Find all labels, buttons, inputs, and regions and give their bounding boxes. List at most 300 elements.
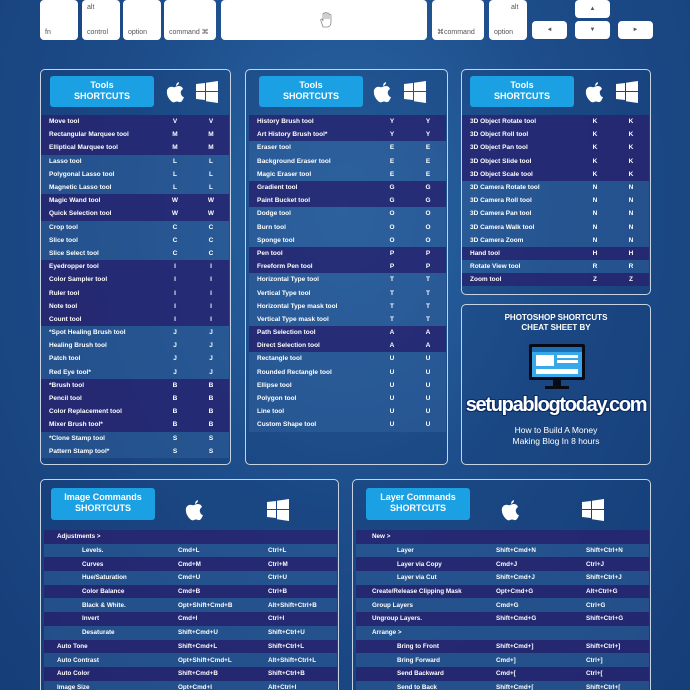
shortcut-row: [249, 260, 446, 273]
fn-key[interactable]: [40, 0, 78, 40]
shortcut-row: [462, 128, 649, 141]
tools-badge-3-subtitle: SHORTCUTS: [494, 91, 550, 101]
tool-name: Color Replacement tool: [49, 408, 122, 416]
mac-shortcut: Cmd+G: [496, 601, 519, 609]
shortcut-row: [249, 221, 446, 234]
tool-name: Sponge tool: [257, 236, 295, 244]
shortcut-row: [249, 181, 446, 194]
tool-name: Gradient tool: [257, 184, 298, 192]
tools-badge-3-title: Tools: [510, 80, 534, 90]
win-shortcut: B: [208, 421, 214, 429]
win-shortcut: Shift+Ctrl+B: [268, 670, 305, 678]
mac-shortcut: Shift+Cmd+]: [496, 642, 534, 650]
mac-shortcut: Opt+Shift+Cmd+B: [178, 601, 233, 609]
tools-list-1: [41, 115, 229, 458]
tool-name: Quick Selection tool: [49, 210, 112, 218]
mac-shortcut: Shift+Cmd+B: [178, 670, 218, 678]
shortcut-row: [41, 168, 229, 181]
mac-shortcut: B: [172, 381, 178, 389]
mac-shortcut: Cmd+L: [178, 547, 200, 555]
windows-icon: [403, 80, 427, 104]
command-name: Color Balance: [82, 588, 125, 596]
command-row: [356, 653, 649, 667]
win-shortcut: Ctrl+I: [268, 615, 285, 623]
mac-shortcut: U: [389, 395, 395, 403]
win-shortcut: O: [425, 236, 431, 244]
mac-shortcut: W: [171, 197, 179, 205]
tool-name: Eyedropper tool: [49, 263, 99, 271]
mac-shortcut: L: [173, 157, 177, 165]
shortcut-row: [249, 168, 446, 181]
tool-name: Pencil tool: [49, 395, 82, 403]
mac-shortcut: G: [389, 197, 395, 205]
shortcut-row: [41, 207, 229, 220]
shortcut-row: [41, 418, 229, 431]
apple-icon: [164, 80, 186, 104]
tools-list-2: [249, 115, 446, 432]
command-row: [356, 598, 649, 612]
tool-name: Background Eraser tool: [257, 157, 331, 165]
command-row: [356, 571, 649, 585]
tool-name: *Spot Healing Brush tool: [49, 329, 126, 337]
tool-name: 3D Object Slide tool: [470, 157, 532, 165]
tool-name: Rectangular Marquee tool: [49, 131, 129, 139]
tool-name: *Brush tool: [49, 381, 85, 389]
win-shortcut: K: [628, 144, 634, 152]
spacebar-key[interactable]: [221, 0, 427, 40]
apple-icon: [371, 80, 393, 104]
shortcut-row: [249, 247, 446, 260]
mac-shortcut: N: [592, 197, 598, 205]
shortcut-row: [41, 115, 229, 128]
shortcut-row: [41, 432, 229, 445]
shortcut-row: [41, 313, 229, 326]
mac-shortcut: Cmd+]: [496, 656, 516, 664]
win-shortcut: O: [425, 223, 431, 231]
win-shortcut: Z: [629, 276, 633, 284]
mac-shortcut: M: [172, 144, 178, 152]
command-name: Black & White.: [82, 601, 126, 609]
right-command-key[interactable]: [432, 0, 484, 40]
tool-name: Lasso tool: [49, 157, 82, 165]
shortcut-row: [41, 194, 229, 207]
mac-shortcut: S: [172, 447, 178, 455]
command-name: Levels.: [82, 547, 104, 555]
mac-shortcut: V: [172, 118, 178, 126]
arrow-up-glyph: ▲: [589, 6, 596, 12]
option-key[interactable]: [123, 0, 161, 40]
shortcut-row: [41, 352, 229, 365]
win-shortcut: Shift+Ctrl+N: [586, 547, 623, 555]
shortcut-row: [41, 234, 229, 247]
tool-name: 3D Object Roll tool: [470, 131, 529, 139]
mac-shortcut: Shift+Cmd+J: [496, 574, 535, 582]
tool-name: Hand tool: [470, 249, 500, 257]
win-shortcut: Y: [425, 131, 431, 139]
tool-name: Line tool: [257, 408, 285, 416]
monitor-icon: [528, 343, 586, 391]
win-shortcut: J: [209, 342, 213, 350]
tool-name: Zoom tool: [470, 276, 502, 284]
tool-name: Horizontal Type tool: [257, 276, 319, 284]
win-shortcut: M: [208, 131, 214, 139]
tools-panel-3: [461, 69, 651, 295]
win-shortcut: I: [210, 302, 212, 310]
mac-shortcut: K: [592, 118, 598, 126]
win-shortcut: B: [208, 381, 214, 389]
win-shortcut: C: [208, 249, 214, 257]
tools-badge-3: [470, 76, 574, 107]
win-shortcut: K: [628, 131, 634, 139]
win-shortcut: Ctrl+G: [586, 601, 606, 609]
command-name: Layer via Copy: [397, 560, 442, 568]
tools-badge-1-subtitle: SHORTCUTS: [74, 91, 130, 101]
promo-line-2: CHEAT SHEET BY: [521, 323, 591, 332]
tool-name: Freeform Pen tool: [257, 263, 313, 271]
windows-icon: [581, 498, 605, 522]
mac-shortcut: U: [389, 421, 395, 429]
win-shortcut: Alt+Ctrl+G: [586, 588, 618, 596]
shortcut-row: [249, 273, 446, 286]
win-shortcut: U: [425, 421, 431, 429]
option-key-label: option: [128, 29, 148, 36]
tool-name: Vertical Type mask tool: [257, 315, 329, 323]
arrow-up-key[interactable]: [575, 0, 610, 18]
mac-shortcut: I: [174, 276, 176, 284]
win-shortcut: J: [209, 355, 213, 363]
mac-shortcut: Cmd+[: [496, 670, 516, 678]
win-shortcut: S: [208, 447, 214, 455]
win-shortcut: N: [628, 197, 634, 205]
tool-name: Polygon tool: [257, 395, 297, 403]
win-shortcut: U: [425, 381, 431, 389]
win-shortcut: O: [425, 210, 431, 218]
win-shortcut: Ctrl+U: [268, 574, 288, 582]
command-row: [44, 571, 337, 585]
shortcut-row: [249, 155, 446, 168]
win-shortcut: W: [207, 197, 215, 205]
tool-name: Rotate View tool: [470, 263, 521, 271]
tool-name: *Clone Stamp tool: [49, 434, 105, 442]
command-name: Desaturate: [82, 629, 115, 637]
mac-shortcut: K: [592, 170, 598, 178]
command-row: [44, 612, 337, 626]
tool-name: Magic Eraser tool: [257, 170, 312, 178]
command-row: [44, 653, 337, 667]
apple-icon: [183, 498, 205, 522]
mac-shortcut: B: [172, 395, 178, 403]
tool-name: Patch tool: [49, 355, 81, 363]
tool-name: Count tool: [49, 315, 82, 323]
tool-name: Elliptical Marquee tool: [49, 144, 118, 152]
apple-icon: [499, 498, 521, 522]
mac-shortcut: K: [592, 157, 598, 165]
command-name: Layer via Cut: [397, 574, 437, 582]
tool-name: 3D Camera Pan tool: [470, 210, 532, 218]
win-shortcut: T: [426, 276, 430, 284]
command-row: [356, 612, 649, 626]
win-shortcut: J: [209, 368, 213, 376]
win-shortcut: B: [208, 395, 214, 403]
shortcut-row: [41, 273, 229, 286]
win-shortcut: H: [628, 249, 634, 257]
mac-shortcut: J: [173, 355, 177, 363]
win-shortcut: I: [210, 315, 212, 323]
tool-name: 3D Camera Rotate tool: [470, 184, 540, 192]
command-name: Group Layers: [372, 601, 413, 609]
mac-shortcut: Shift+Cmd+[: [496, 683, 534, 690]
command-row: [356, 667, 649, 681]
command-row: [356, 585, 649, 599]
shortcut-row: [249, 392, 446, 405]
shortcut-row: [249, 313, 446, 326]
shortcut-row: [462, 247, 649, 260]
mac-shortcut: T: [390, 315, 394, 323]
shortcut-row: [462, 168, 649, 181]
windows-icon: [195, 80, 219, 104]
mac-shortcut: K: [592, 131, 598, 139]
shortcut-row: [41, 366, 229, 379]
shortcut-row: [462, 260, 649, 273]
tool-name: Polygonal Lasso tool: [49, 170, 115, 178]
arrow-down-key[interactable]: [575, 21, 610, 39]
mac-shortcut: N: [592, 236, 598, 244]
command-row: [44, 530, 337, 544]
arrow-left-glyph: ◄: [546, 27, 553, 33]
win-shortcut: B: [208, 408, 214, 416]
command-name: Invert: [82, 615, 100, 623]
command-row: [356, 681, 649, 690]
tools-badge-1-title: Tools: [90, 80, 114, 90]
command-name: Bring Forward: [397, 656, 441, 664]
layer-commands-list: [356, 530, 649, 690]
tool-name: Rounded Rectangle tool: [257, 368, 332, 376]
mac-shortcut: Cmd+B: [178, 588, 201, 596]
mac-shortcut: A: [389, 342, 395, 350]
shortcut-row: [41, 339, 229, 352]
win-shortcut: E: [425, 157, 431, 165]
command-row: [356, 530, 649, 544]
command-row: [44, 640, 337, 654]
tool-name: 3D Object Rotate tool: [470, 118, 537, 126]
win-shortcut: E: [425, 144, 431, 152]
mac-shortcut: J: [173, 342, 177, 350]
mac-shortcut: K: [592, 144, 598, 152]
mac-shortcut: C: [172, 223, 178, 231]
mac-shortcut: T: [390, 289, 394, 297]
command-row: [44, 626, 337, 640]
shortcut-row: [249, 286, 446, 299]
command-key[interactable]: [164, 0, 216, 40]
command-name: Auto Tone: [57, 642, 88, 650]
command-name: Layer: [397, 547, 414, 555]
win-shortcut: Ctrl+]: [586, 656, 603, 664]
command-row: [356, 640, 649, 654]
win-shortcut: Y: [425, 118, 431, 126]
win-shortcut: E: [425, 170, 431, 178]
windows-icon: [266, 498, 290, 522]
win-shortcut: Ctrl+[: [586, 670, 603, 678]
windows-icon: [615, 80, 639, 104]
mac-shortcut: P: [389, 249, 395, 257]
mac-shortcut: Shift+Cmd+N: [496, 547, 536, 555]
win-shortcut: C: [208, 223, 214, 231]
win-shortcut: I: [210, 263, 212, 271]
mac-shortcut: I: [174, 302, 176, 310]
win-shortcut: K: [628, 118, 634, 126]
shortcut-row: [462, 221, 649, 234]
mac-shortcut: C: [172, 236, 178, 244]
shortcut-row: [249, 418, 446, 431]
mac-shortcut: Z: [593, 276, 597, 284]
mac-shortcut: U: [389, 368, 395, 376]
control-key[interactable]: [82, 0, 120, 40]
tool-name: Custom Shape tool: [257, 421, 317, 429]
mac-shortcut: W: [171, 210, 179, 218]
win-shortcut: J: [209, 329, 213, 337]
promo-tagline-2: Making Blog In 8 hours: [512, 436, 600, 446]
win-shortcut: Shift+Ctrl+[: [586, 683, 621, 690]
win-shortcut: Shift+Ctrl+J: [586, 574, 622, 582]
layer-commands-badge-title: Layer Commands: [380, 492, 456, 502]
fn-key-label: fn: [45, 29, 51, 36]
tools-list-3: [462, 115, 649, 286]
mac-shortcut: Cmd+M: [178, 560, 201, 568]
tool-name: Slice tool: [49, 236, 78, 244]
shortcut-row: [41, 247, 229, 260]
tool-name: Healing Brush tool: [49, 342, 107, 350]
tool-name: 3D Camera Walk tool: [470, 223, 535, 231]
shortcut-row: [41, 300, 229, 313]
shortcut-row: [41, 286, 229, 299]
tool-name: Note tool: [49, 302, 78, 310]
tools-badge-1: [50, 76, 154, 107]
right-command-key-label: ⌘command: [437, 29, 475, 36]
win-shortcut: N: [628, 236, 634, 244]
win-shortcut: Alt+Ctrl+I: [268, 683, 297, 690]
mac-shortcut: L: [173, 170, 177, 178]
tool-name: Horizontal Type mask tool: [257, 302, 338, 310]
shortcut-row: [41, 181, 229, 194]
control-key-label: control: [87, 29, 109, 36]
win-shortcut: W: [207, 210, 215, 218]
win-shortcut: L: [209, 170, 213, 178]
command-name: Create/Release Clipping Mask: [372, 588, 462, 596]
mac-shortcut: T: [390, 276, 394, 284]
shortcut-row: [249, 326, 446, 339]
arrow-left-key[interactable]: [532, 21, 567, 39]
control-key-top-label: alt: [87, 4, 95, 11]
mac-shortcut: U: [389, 355, 395, 363]
win-shortcut: K: [628, 157, 634, 165]
shortcut-row: [41, 155, 229, 168]
win-shortcut: A: [425, 329, 431, 337]
mac-shortcut: Shift+Cmd+G: [496, 615, 537, 623]
tools-badge-2-title: Tools: [299, 80, 323, 90]
tool-name: Slice Select tool: [49, 249, 99, 257]
win-shortcut: N: [628, 223, 634, 231]
shortcut-row: [249, 405, 446, 418]
shortcut-row: [249, 379, 446, 392]
win-shortcut: Shift+Ctrl+U: [268, 629, 305, 637]
win-shortcut: L: [209, 184, 213, 192]
image-commands-badge-title: Image Commands: [64, 492, 142, 502]
mac-shortcut: N: [592, 184, 598, 192]
mac-shortcut: B: [172, 421, 178, 429]
arrow-right-key[interactable]: [618, 21, 653, 39]
win-shortcut: U: [425, 355, 431, 363]
mac-shortcut: I: [174, 315, 176, 323]
hand-cursor-icon: [319, 12, 333, 28]
apple-icon: [583, 80, 605, 104]
shortcut-row: [249, 352, 446, 365]
mac-shortcut: P: [389, 263, 395, 271]
tool-name: Eraser tool: [257, 144, 291, 152]
command-row: [44, 585, 337, 599]
shortcut-row: [249, 128, 446, 141]
win-shortcut: U: [425, 368, 431, 376]
tool-name: Rectangle tool: [257, 355, 302, 363]
win-shortcut: S: [208, 434, 214, 442]
shortcut-row: [41, 260, 229, 273]
mac-shortcut: Opt+Shift+Cmd+L: [178, 656, 232, 664]
mac-shortcut: Shift+Cmd+L: [178, 642, 218, 650]
command-row: [44, 667, 337, 681]
mac-shortcut: Cmd+U: [178, 574, 201, 582]
mac-shortcut: O: [389, 223, 395, 231]
shortcut-row: [462, 141, 649, 154]
shortcut-row: [41, 128, 229, 141]
tool-name: 3D Object Scale tool: [470, 170, 533, 178]
win-shortcut: Ctrl+B: [268, 588, 288, 596]
tool-name: Dodge tool: [257, 210, 291, 218]
command-name: Curves: [82, 560, 104, 568]
tool-name: Magnetic Lasso tool: [49, 184, 112, 192]
promo-tagline-1: How to Build A Money: [514, 425, 598, 435]
tool-name: Ruler tool: [49, 289, 80, 297]
mac-shortcut: C: [172, 249, 178, 257]
win-shortcut: Alt+Shift+Ctrl+L: [268, 656, 317, 664]
shortcut-row: [249, 234, 446, 247]
tool-name: Burn tool: [257, 223, 286, 231]
shortcut-row: [41, 445, 229, 458]
mac-shortcut: E: [389, 144, 395, 152]
shortcut-row: [462, 115, 649, 128]
tool-name: Crop tool: [49, 223, 78, 231]
image-commands-badge-subtitle: SHORTCUTS: [75, 503, 131, 513]
command-name: Send Backward: [397, 670, 444, 678]
mac-shortcut: T: [390, 302, 394, 310]
right-option-key[interactable]: [489, 0, 527, 40]
mac-shortcut: Shift+Cmd+U: [178, 629, 218, 637]
shortcut-row: [41, 405, 229, 418]
win-shortcut: C: [208, 236, 214, 244]
arrow-down-glyph: ▼: [589, 27, 596, 33]
command-name: Auto Contrast: [57, 656, 99, 664]
tools-badge-2: [259, 76, 363, 107]
shortcut-row: [249, 207, 446, 220]
tools-badge-2-subtitle: SHORTCUTS: [283, 91, 339, 101]
command-name: Adjustments >: [57, 533, 101, 541]
command-row: [44, 544, 337, 558]
mac-shortcut: G: [389, 184, 395, 192]
mac-shortcut: J: [173, 329, 177, 337]
tool-name: Ellipse tool: [257, 381, 292, 389]
command-row: [356, 557, 649, 571]
win-shortcut: G: [425, 184, 431, 192]
tool-name: Pen tool: [257, 249, 283, 257]
image-commands-badge: [51, 488, 155, 520]
